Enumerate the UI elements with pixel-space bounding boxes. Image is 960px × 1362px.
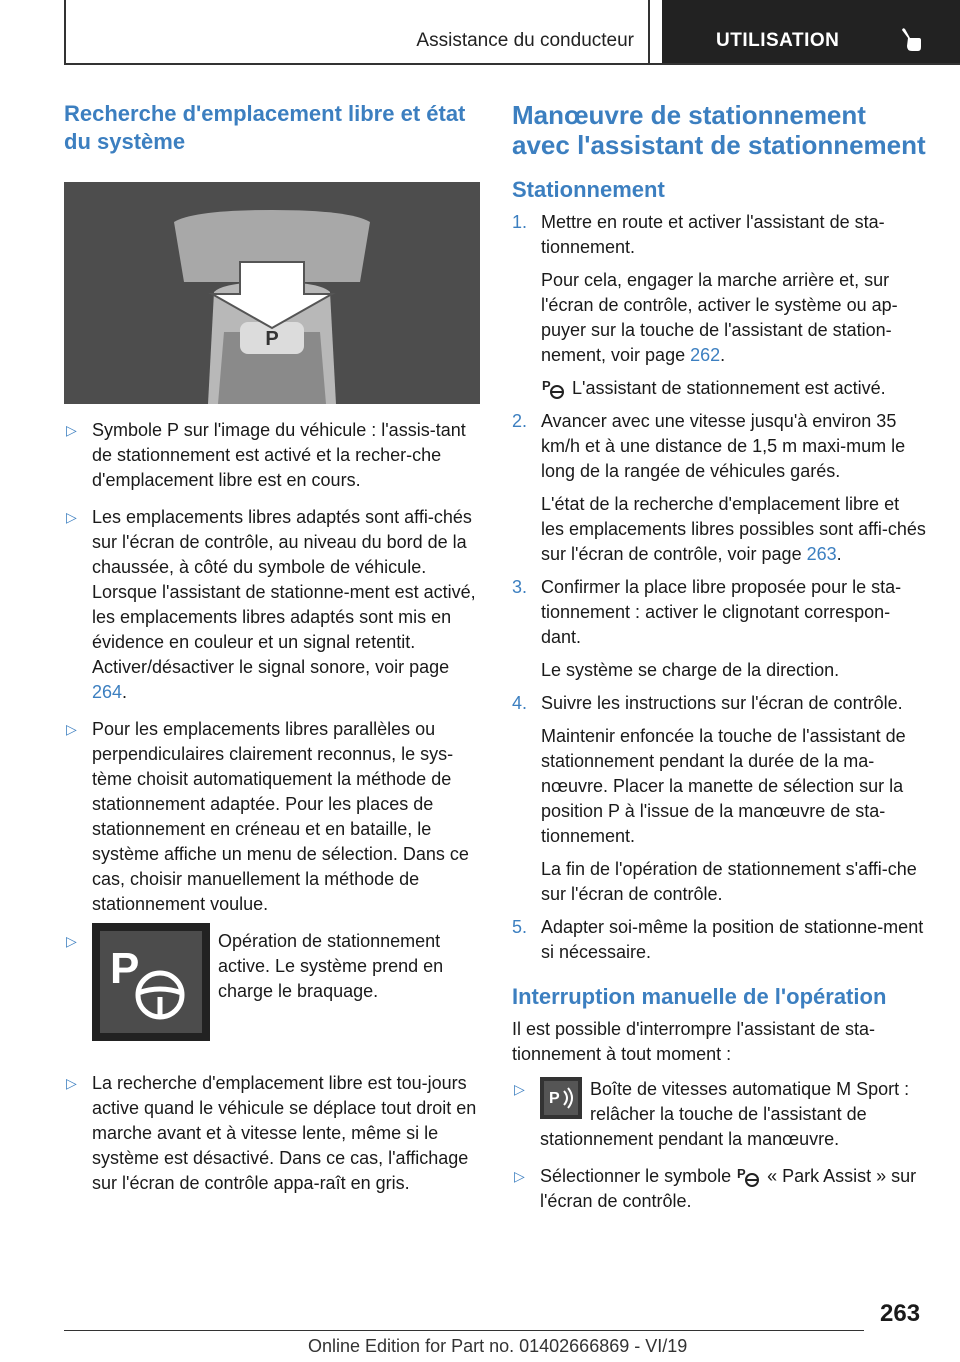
list-item: ▷ Symbole P sur l'image du véhicule : l'assis-tant de stationnement est activé et la recher-che d'emplacement libre est en cours.: [66, 420, 466, 490]
page-number: 263: [880, 1300, 921, 1327]
header-rule: [64, 63, 960, 65]
list-item: ▷ Sélectionner le symbole P « Park Assist » sur l'écran de contrôle.: [514, 1166, 917, 1211]
list-item: ▷ Pour les emplacements libres parallèles ou perpendiculaires clairement reconnus, le sys-tème choisit automatiquement la méthode de stationnement adaptée. Pour les places de stationnement en créneau et en bataille, le système affiche un menu de sélection. Dans ce cas, choisir manuellement la méthode de stationnement voulue.: [66, 719, 469, 914]
step-item: 2. Avancer avec une vitesse jusqu'à environ 35 km/h et à une distance de 1,5 m maxi-mum le long de la rangée de véhicules garés. L'état de la recherche d'emplacement libre et les emplacements libres possibles sont affi-chés sur l'écran de contrôle, voir page 263.: [512, 411, 926, 564]
park-button-icon: [540, 1077, 582, 1119]
list-item: ▷ P Boîte de vitesses automatique M Sport : relâcher la touche de l'assistant de stationnement pendant la manœuvre.: [514, 1079, 910, 1149]
parking-steering-icon: [92, 923, 210, 1041]
triangle-bullet-icon: ▷: [514, 1168, 525, 1184]
header-section: [66, 0, 650, 63]
park-assist-icon: [736, 1166, 762, 1188]
header-chapter-tab: [662, 0, 960, 63]
page-link-264[interactable]: 264: [92, 682, 123, 702]
footer-edition: Online Edition for Part no. 01402666869 - VI/19: [308, 1336, 688, 1356]
section-heading-search: Recherche d'emplacement libre et état du système: [64, 101, 466, 154]
triangle-bullet-icon: ▷: [66, 933, 77, 949]
svg-text:P: P: [542, 378, 551, 394]
triangle-bullet-icon: ▷: [514, 1081, 525, 1097]
search-bullets: [64, 418, 480, 1196]
page-link-262[interactable]: 262: [690, 345, 721, 365]
step-item: 3. Confirmer la place libre proposée pour le sta-tionnement : activer le clignotant correspon-dant. Le système se charge de la direction.: [512, 577, 902, 680]
list-item: ▷ P Opération de stationnement active. Le système prend en charge le braquage.: [64, 929, 480, 1059]
svg-text:P: P: [110, 944, 140, 993]
vehicle-p-symbol-image: [64, 182, 480, 404]
triangle-bullet-icon: ▷: [66, 509, 77, 525]
footer-rule: [64, 1330, 864, 1331]
step-item: 1. Mettre en route et activer l'assistant de sta-tionnement. Pour cela, engager la marche arrière et, sur l'écran de contrôle, activer le système ou ap-puyer sur la touche de l'assistant de station-nement, voir page 262. P L'assistant de stationnement est activé.: [512, 210, 926, 401]
svg-text:P: P: [737, 1166, 746, 1182]
svg-text:P: P: [265, 328, 279, 350]
step-item: 4. Suivre les instructions sur l'écran de contrôle. Maintenir enfoncée la touche de l'assistant de stationnement pendant la durée de la ma-nœuvre. Placer la manette de sélection sur la position P à l'issue de la manœuvre de sta-tionnement. La fin de l'opération de stationnement s'affi-che sur l'écran de contrôle.: [512, 693, 917, 904]
subheading-parking: Stationnement: [512, 177, 665, 202]
page-link-263[interactable]: 263: [806, 544, 837, 564]
triangle-bullet-icon: ▷: [66, 422, 77, 438]
vehicle-display-illustration: [64, 182, 480, 404]
header-section-title: Assistance du conducteur: [416, 30, 634, 51]
header-chapter-title: UTILISATION: [716, 30, 840, 51]
subheading-interruption: Interruption manuelle de l'opération: [512, 984, 887, 1009]
list-item: ▷ Les emplacements libres adaptés sont affi-chés sur l'écran de contrôle, au niveau du bord de la chaussée, à côté du symbole de véhicule. Lorsque l'assistant de stationne-ment est activé, les emplacements libres adaptés sont mis en évidence en couleur et un signal retentit. Activer/désactiver le signal sonore, voir page 264.: [66, 507, 476, 702]
interruption-intro: Il est possible d'interrompre l'assistant de sta-tionnement à tout moment :: [512, 1019, 876, 1064]
section-heading-maneuver: Manœuvre de stationnement avec l'assistant de stationnement: [512, 100, 926, 160]
list-item: ▷ La recherche d'emplacement libre est tou-jours active quand le véhicule se déplace tout droit en marche avant et à vitesse lente, même si le système est désactivé. Dans ce cas, l'affichage sur l'écran de contrôle appa-raît en gris.: [66, 1073, 477, 1193]
right-column: [512, 100, 926, 1226]
triangle-bullet-icon: ▷: [66, 1075, 77, 1091]
parking-steps: [512, 210, 926, 965]
left-column: [64, 100, 480, 1208]
svg-text:P: P: [549, 1090, 560, 1107]
triangle-bullet-icon: ▷: [66, 721, 77, 737]
step-item: 5. Adapter soi-même la position de stationne-ment si nécessaire.: [512, 917, 924, 962]
interruption-bullets: [512, 1077, 926, 1214]
pointing-hand-icon: [896, 26, 924, 54]
park-assist-icon: [541, 378, 567, 400]
